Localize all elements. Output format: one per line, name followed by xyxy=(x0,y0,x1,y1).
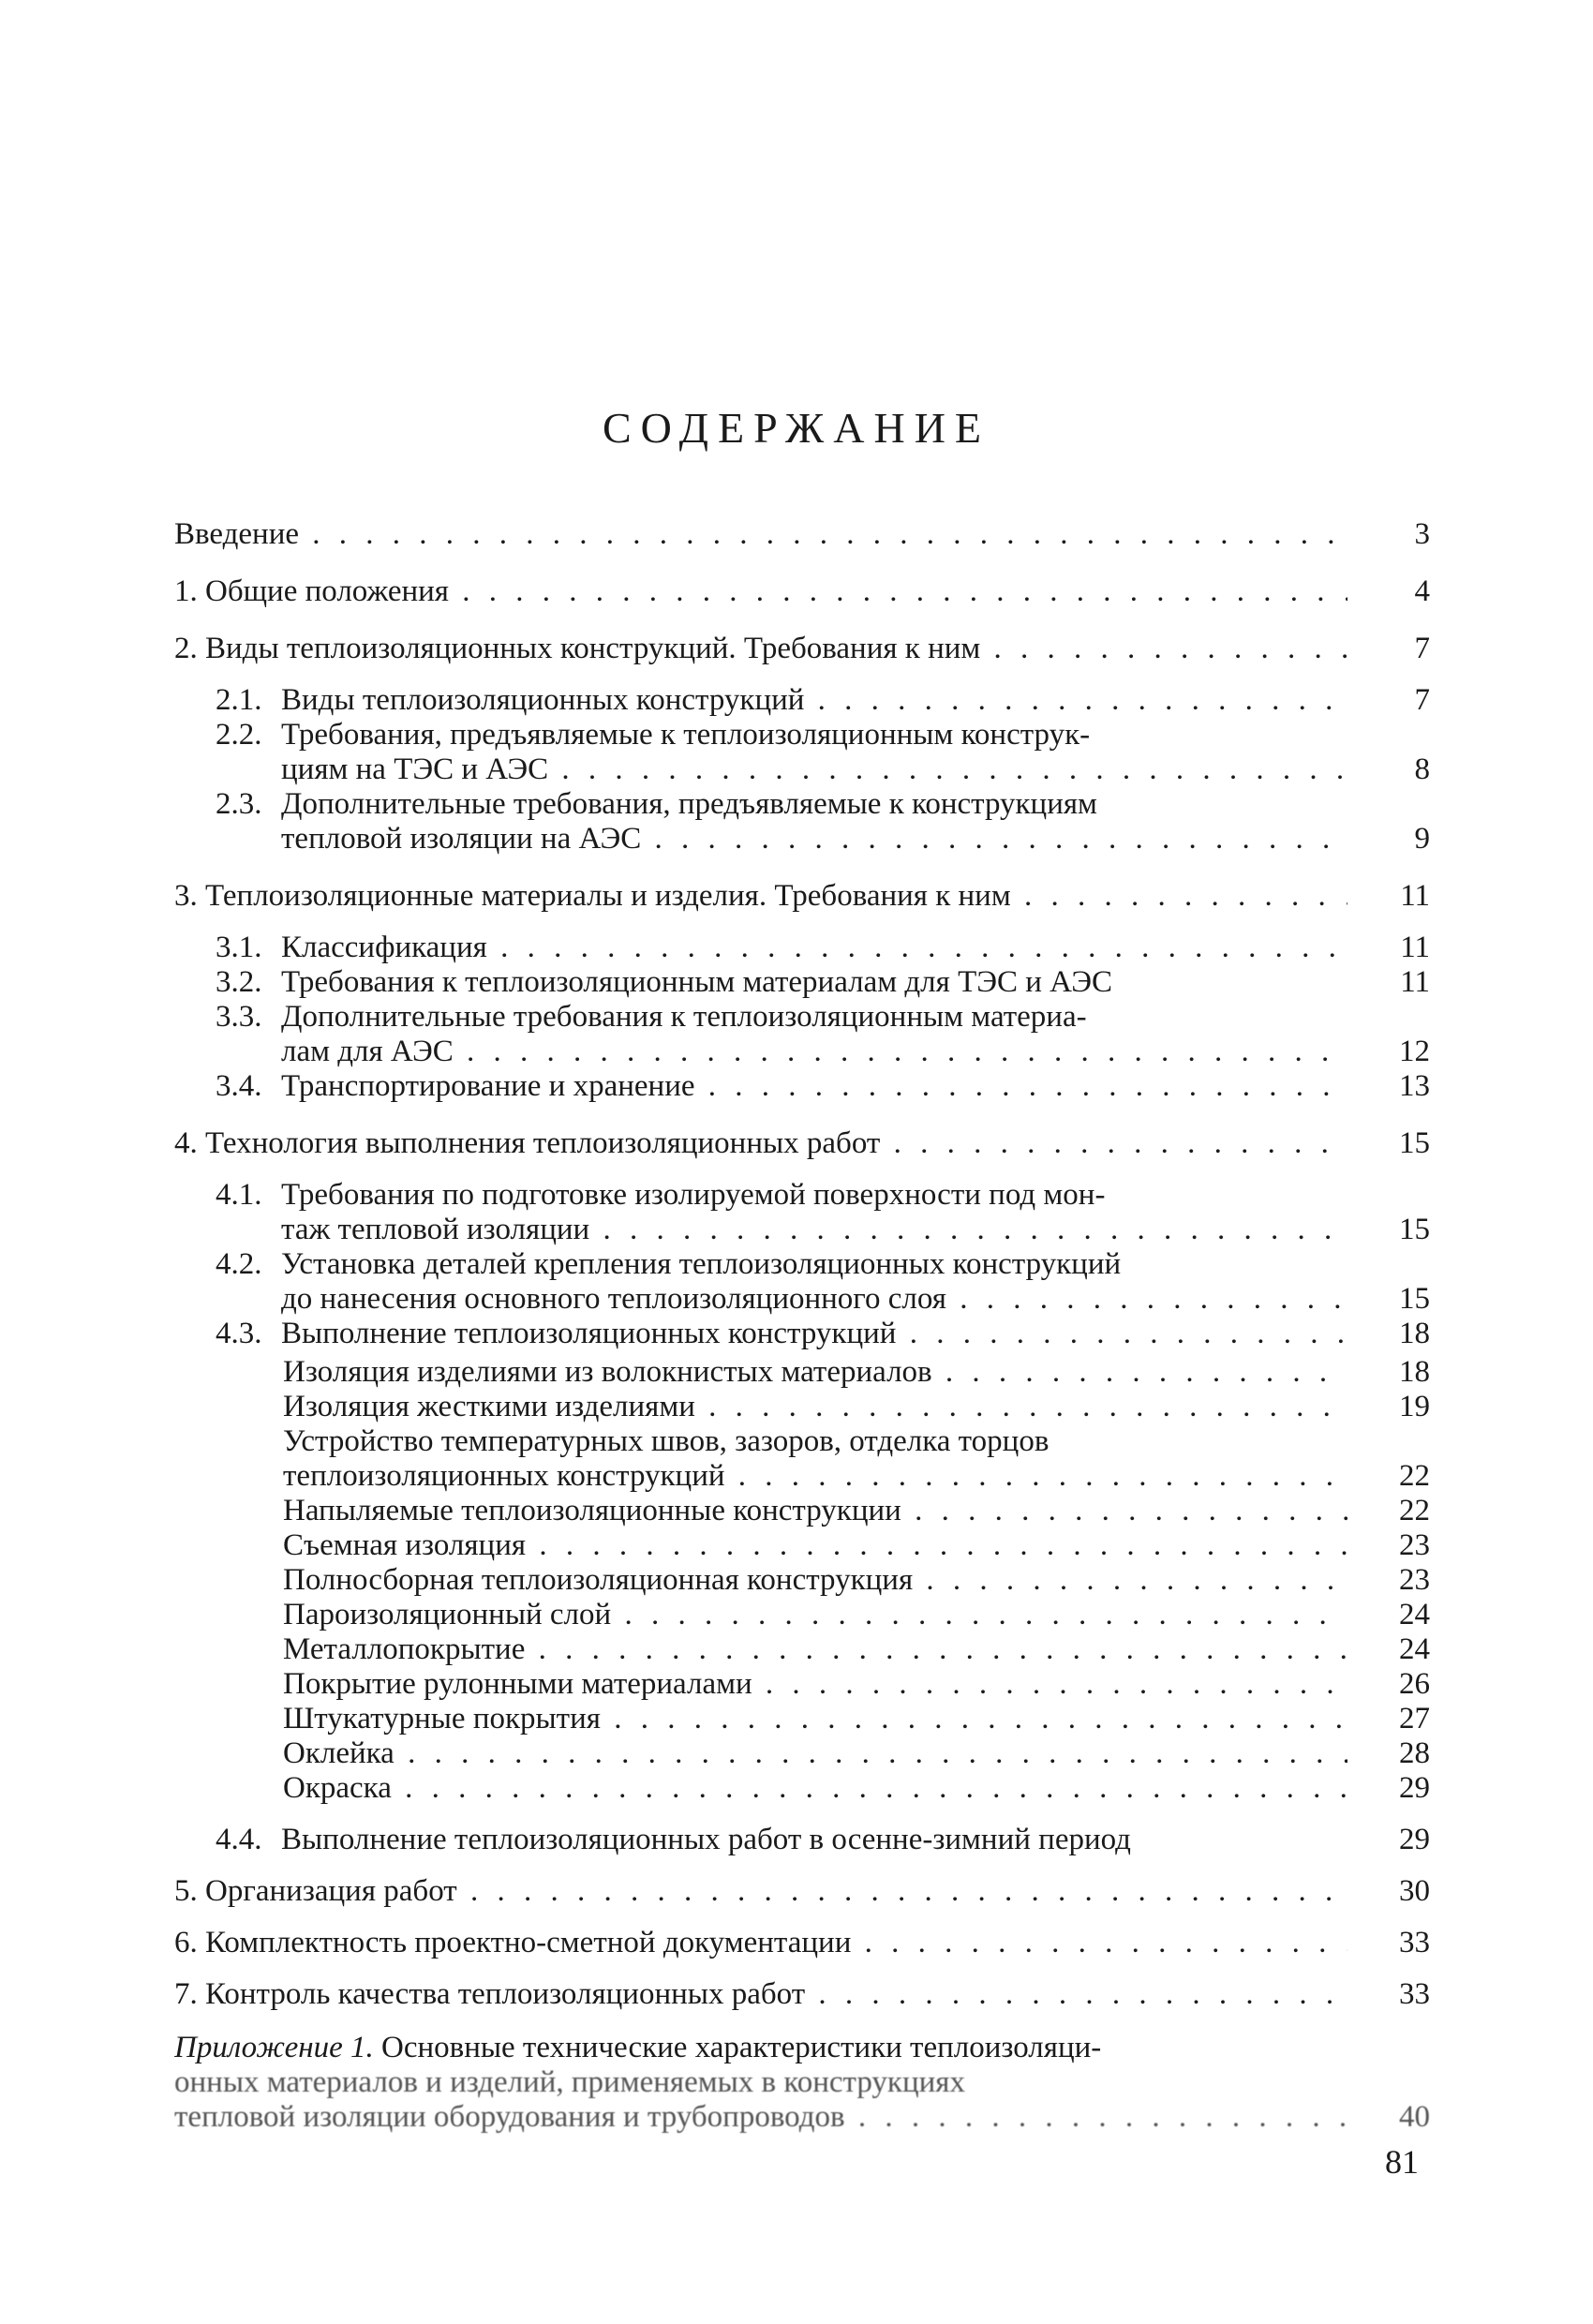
toc-entry-number: 3.2. xyxy=(216,965,262,999)
toc-entry-text: Напыляемые теплоизоляционные конструкции . . . xyxy=(283,1494,1347,1528)
toc-entry-text: 5. Организация работ . . . xyxy=(174,1874,1347,1909)
toc-entry-text: Классификация xyxy=(281,931,487,964)
toc-subentry xyxy=(283,1736,1430,1771)
toc-entry-number: 3.3. xyxy=(216,1000,262,1034)
toc-page-number: 15 xyxy=(1399,1282,1430,1316)
appendix-text-line3: тепловой изоляции оборудования и трубопроводов . . . xyxy=(174,2100,1347,2135)
toc-entry-number: 2.1. xyxy=(216,683,262,717)
toc-entry-text: Штукатурные покрытия . . . xyxy=(283,1702,1347,1736)
toc-page-number: 23 xyxy=(1399,1528,1430,1562)
toc-page-number: 4 xyxy=(1414,574,1430,608)
toc-page-number: 7 xyxy=(1414,683,1430,717)
toc-page-number: 3 xyxy=(1414,517,1430,551)
toc-entry-text: Требования к теплоизоляционным материалам для ТЭС и АЭС xyxy=(281,965,1112,999)
toc-entry-number: 4.3. xyxy=(216,1317,262,1350)
toc-entry-section-1 xyxy=(174,574,1430,609)
toc-entry-text: Металлопокрытие . . . xyxy=(283,1632,1347,1667)
toc-entry-2-2 xyxy=(216,718,1430,752)
toc-subentry xyxy=(283,1424,1430,1459)
toc-page-number: 22 xyxy=(1399,1459,1430,1493)
toc-entry-2-3 xyxy=(216,787,1430,822)
toc-subentry xyxy=(283,1702,1430,1736)
toc-entry-text-line1: Дополнительные требования к теплоизоляционным материа- xyxy=(281,1000,1087,1034)
toc-entry-text: Транспортирование и хранение xyxy=(281,1069,695,1103)
toc-entry-3-4 xyxy=(216,1069,1430,1104)
toc-entry-section-6 xyxy=(174,1926,1430,1960)
toc-entry-3-1 xyxy=(216,931,1430,965)
toc-entry-section-7 xyxy=(174,1977,1430,2012)
toc-subentry xyxy=(283,1667,1430,1702)
toc-entry-2-1 xyxy=(216,683,1430,718)
toc-subentry xyxy=(283,1390,1430,1424)
toc-entry-text: Оклейка . . . xyxy=(283,1736,1347,1771)
toc-page-number: 19 xyxy=(1399,1390,1430,1423)
toc-entry-text: 7. Контроль качества теплоизоляционных работ . . . xyxy=(174,1977,1347,2012)
toc-appendix xyxy=(174,2031,1430,2135)
toc-page-number: 28 xyxy=(1399,1736,1430,1770)
toc-page-number: 22 xyxy=(1399,1494,1430,1527)
toc-page-number: 33 xyxy=(1399,1926,1430,1959)
toc-entry-number: 3.1. xyxy=(216,931,262,964)
toc-entry-text: 6. Комплектность проектно-сметной документации . . . xyxy=(174,1926,1347,1960)
toc-entry-2-2-cont xyxy=(216,752,1430,787)
toc-page-number: 15 xyxy=(1399,1213,1430,1246)
toc-entry-text-line2: таж тепловой изоляции xyxy=(281,1213,590,1246)
toc-entry-text: 1. Общие положения . . . xyxy=(174,574,1347,609)
toc-page-number: 7 xyxy=(1414,632,1430,665)
toc-entry-text: Изоляция изделиями из волокнистых материалов . . . xyxy=(283,1355,1347,1390)
toc-entry-section-4 xyxy=(174,1126,1430,1161)
toc-page-number: 26 xyxy=(1399,1667,1430,1701)
toc-page-number: 12 xyxy=(1399,1035,1430,1068)
toc-entry-4-2-cont xyxy=(216,1282,1430,1317)
appendix-text-line2: онных материалов и изделий, применяемых в конструкциях xyxy=(174,2065,965,2099)
toc-page-number: 15 xyxy=(1399,1126,1430,1160)
toc-page-number: 23 xyxy=(1399,1563,1430,1597)
toc-page-number: 9 xyxy=(1414,822,1430,856)
toc-page-number: 27 xyxy=(1399,1702,1430,1736)
toc-page-number: 33 xyxy=(1399,1977,1430,2011)
toc-entry-3-2 xyxy=(216,965,1430,1000)
toc-entry-text: Выполнение теплоизоляционных работ в осенне-зимний период xyxy=(281,1823,1131,1856)
toc-entry-text: Окраска . . . xyxy=(283,1771,1347,1806)
toc-subentry xyxy=(283,1632,1430,1667)
toc-entry-text: Виды теплоизоляционных конструкций xyxy=(281,683,805,717)
page-title: СОДЕРЖАНИЕ xyxy=(602,404,991,452)
toc-entry-4-4 xyxy=(216,1823,1430,1857)
page-folio-number: 81 xyxy=(1385,2143,1419,2181)
toc-entry-text-line2: теплоизоляционных конструкций . . . xyxy=(283,1459,1347,1494)
toc-entry-text: 2. Виды теплоизоляционных конструкций. Требования к ним . . . xyxy=(174,632,1347,666)
toc-page-number: 30 xyxy=(1399,1874,1430,1908)
toc-subentry xyxy=(283,1494,1430,1528)
toc-subentry xyxy=(283,1598,1430,1632)
toc-entry-intro xyxy=(174,517,1430,552)
toc-page-number: 18 xyxy=(1399,1317,1430,1350)
toc-page-number: 11 xyxy=(1400,931,1430,964)
toc-entry-section-5 xyxy=(174,1874,1430,1909)
toc-entry-number: 4.1. xyxy=(216,1178,262,1212)
toc-entry-number: 4.2. xyxy=(216,1247,262,1281)
toc-entry-section-3 xyxy=(174,879,1430,914)
toc-entry-text-line1: Требования, предъявляемые к теплоизоляционным конструк- xyxy=(281,718,1091,752)
toc-entry-text-line1: Установка деталей крепления теплоизоляционных конструкций xyxy=(281,1247,1122,1281)
toc-entry-2-3-cont xyxy=(216,822,1430,857)
toc-entry-text: Выполнение теплоизоляционных конструкций xyxy=(281,1317,897,1350)
toc-page-number: 8 xyxy=(1414,752,1430,786)
toc-entry-text: 3. Теплоизоляционные материалы и изделия. Требования к ним . . . xyxy=(174,879,1347,914)
toc-entry-text-line2: лам для АЭС xyxy=(281,1035,454,1068)
toc-page-number: 29 xyxy=(1399,1771,1430,1805)
toc-subentry xyxy=(283,1528,1430,1563)
toc-entry-number: 2.2. xyxy=(216,718,262,752)
toc-entry-section-2 xyxy=(174,632,1430,666)
toc-page-number: 24 xyxy=(1399,1598,1430,1631)
toc-entry-4-1-cont xyxy=(216,1213,1430,1247)
toc-page-number: 29 xyxy=(1399,1823,1430,1856)
toc-entry-text-line1: Устройство температурных швов, зазоров, отделка торцов xyxy=(283,1424,1050,1458)
toc-entry-number: 2.3. xyxy=(216,787,262,821)
toc-entry-3-3 xyxy=(216,1000,1430,1035)
toc-page-number: 24 xyxy=(1399,1632,1430,1666)
table-of-contents xyxy=(174,517,1430,2135)
toc-page-number: 13 xyxy=(1399,1069,1430,1103)
toc-subentry xyxy=(283,1563,1430,1598)
toc-entry-number: 3.4. xyxy=(216,1069,262,1103)
toc-entry-text-line2: тепловой изоляции на АЭС xyxy=(281,822,642,856)
toc-entry-text-line1: Требования по подготовке изолируемой поверхности под мон- xyxy=(281,1178,1106,1212)
toc-entry-text-line2: циям на ТЭС и АЭС xyxy=(281,752,549,786)
toc-subentry-cont xyxy=(283,1459,1430,1494)
toc-entry-text: Введение . . . xyxy=(174,517,1347,552)
toc-subentry xyxy=(283,1771,1430,1806)
appendix-text-line1: Основные технические характеристики теплоизоляци- xyxy=(380,2031,1102,2064)
toc-entry-text: Изоляция жесткими изделиями . . . xyxy=(283,1390,1347,1424)
toc-entry-text: Покрытие рулонными материалами . . . xyxy=(283,1667,1347,1702)
toc-page-number: 40 xyxy=(1399,2100,1430,2134)
toc-entry-text-line1: Дополнительные требования, предъявляемые к конструкциям xyxy=(281,787,1097,821)
toc-entry-4-2 xyxy=(216,1247,1430,1282)
toc-entry-3-3-cont xyxy=(216,1035,1430,1069)
toc-entry-text: 4. Технология выполнения теплоизоляционных работ . . . xyxy=(174,1126,1347,1161)
toc-page-number: 11 xyxy=(1400,965,1430,999)
appendix-label: Приложение 1. xyxy=(174,2031,374,2064)
toc-page-number: 18 xyxy=(1399,1355,1430,1389)
toc-entry-text-line2: до нанесения основного теплоизоляционного слоя xyxy=(281,1282,946,1316)
toc-entry-4-1 xyxy=(216,1178,1430,1213)
toc-subentry xyxy=(283,1355,1430,1390)
toc-entry-text: Полносборная теплоизоляционная конструкция . . . xyxy=(283,1563,1347,1598)
toc-entry-text: Пароизоляционный слой . . . xyxy=(283,1598,1347,1632)
toc-entry-number: 4.4. xyxy=(216,1823,262,1856)
toc-entry-text: Съемная изоляция . . . xyxy=(283,1528,1347,1563)
toc-entry-4-3 xyxy=(216,1317,1430,1351)
toc-page-number: 11 xyxy=(1400,879,1430,913)
